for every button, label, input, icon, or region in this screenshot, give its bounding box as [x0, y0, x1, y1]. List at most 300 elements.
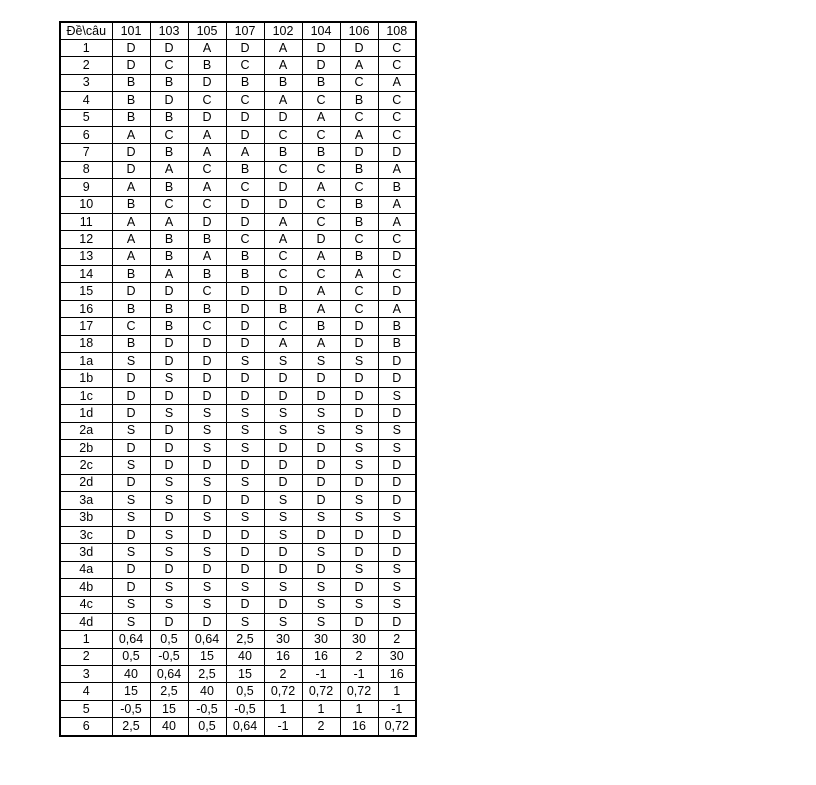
answer-cell: A [112, 179, 150, 196]
row-label-cell: 2 [60, 648, 112, 665]
answer-cell: C [302, 196, 340, 213]
row-label-cell: 1d [60, 405, 112, 422]
answer-cell: -0,5 [150, 648, 188, 665]
answer-cell: D [302, 492, 340, 509]
answer-cell: D [302, 387, 340, 404]
answer-cell: D [112, 561, 150, 578]
table-row [60, 683, 416, 700]
table-row [60, 92, 416, 109]
answer-cell: A [188, 248, 226, 265]
answer-cell: 15 [188, 648, 226, 665]
column-header-cell: 108 [378, 22, 416, 40]
answer-cell: D [264, 457, 302, 474]
answer-cell: S [112, 492, 150, 509]
answer-cell: S [302, 353, 340, 370]
answer-cell: 0,64 [188, 631, 226, 648]
table-row [60, 161, 416, 178]
answer-cell: S [264, 613, 302, 630]
table-row [60, 266, 416, 283]
answer-cell: S [302, 613, 340, 630]
answer-cell: D [264, 387, 302, 404]
answer-cell: S [302, 422, 340, 439]
answer-cell: D [264, 370, 302, 387]
answer-cell: C [378, 57, 416, 74]
answer-cell: 30 [302, 631, 340, 648]
answer-cell: A [378, 196, 416, 213]
answer-cell: S [150, 544, 188, 561]
table-row [60, 335, 416, 352]
table-body [60, 40, 416, 736]
table-row [60, 57, 416, 74]
table-row [60, 596, 416, 613]
table-row [60, 613, 416, 630]
row-label-cell: 2d [60, 474, 112, 491]
answer-cell: A [302, 248, 340, 265]
answer-cell: B [340, 196, 378, 213]
answer-cell: D [378, 248, 416, 265]
answer-cell: S [112, 613, 150, 630]
answer-cell: D [150, 283, 188, 300]
answer-cell: S [188, 474, 226, 491]
answer-cell: 0,5 [188, 718, 226, 736]
answer-cell: C [226, 92, 264, 109]
answer-cell: B [112, 92, 150, 109]
answer-cell: S [112, 457, 150, 474]
row-label-cell: 14 [60, 266, 112, 283]
answer-cell: B [188, 57, 226, 74]
header-row [60, 22, 416, 40]
answer-cell: C [226, 57, 264, 74]
answer-cell: A [188, 40, 226, 57]
answer-cell: A [378, 161, 416, 178]
answer-cell: D [302, 231, 340, 248]
answer-cell: S [112, 509, 150, 526]
row-label-cell: 13 [60, 248, 112, 265]
answer-cell: D [226, 370, 264, 387]
answer-cell: A [302, 300, 340, 317]
answer-cell: C [150, 196, 188, 213]
answer-cell: D [340, 544, 378, 561]
answer-cell: D [150, 40, 188, 57]
answer-cell: C [302, 92, 340, 109]
answer-cell: 2,5 [150, 683, 188, 700]
answer-cell: D [188, 213, 226, 230]
table-row [60, 544, 416, 561]
answer-cell: D [188, 561, 226, 578]
answer-cell: D [112, 387, 150, 404]
answer-cell: D [188, 74, 226, 91]
answer-cell: B [340, 161, 378, 178]
answer-cell: B [188, 266, 226, 283]
answer-cell: S [226, 613, 264, 630]
answer-cell: S [302, 579, 340, 596]
answer-cell: B [112, 196, 150, 213]
answer-cell: B [112, 300, 150, 317]
answer-cell: D [302, 561, 340, 578]
answer-cell: D [150, 335, 188, 352]
answer-cell: D [112, 144, 150, 161]
table-row [60, 353, 416, 370]
answer-cell: S [150, 526, 188, 543]
answer-cell: D [188, 353, 226, 370]
answer-cell: C [264, 248, 302, 265]
answer-cell: D [264, 474, 302, 491]
answer-cell: C [340, 74, 378, 91]
answer-cell: C [226, 231, 264, 248]
answer-cell: 40 [112, 666, 150, 683]
answer-cell: S [378, 509, 416, 526]
table-row [60, 561, 416, 578]
row-label-cell: 3 [60, 74, 112, 91]
answer-cell: A [264, 40, 302, 57]
answer-cell: S [188, 439, 226, 456]
answer-cell: B [378, 318, 416, 335]
row-label-cell: 15 [60, 283, 112, 300]
table-row [60, 422, 416, 439]
answer-cell: 30 [264, 631, 302, 648]
answer-cell: C [188, 161, 226, 178]
answer-cell: B [150, 248, 188, 265]
answer-cell: S [340, 439, 378, 456]
answer-cell: 0,72 [340, 683, 378, 700]
table-row [60, 179, 416, 196]
table-row [60, 74, 416, 91]
row-label-cell: 4c [60, 596, 112, 613]
row-label-cell: 2b [60, 439, 112, 456]
answer-cell: S [378, 422, 416, 439]
answer-cell: A [188, 126, 226, 143]
answer-cell: B [302, 74, 340, 91]
answer-cell: S [150, 596, 188, 613]
answer-cell: D [340, 613, 378, 630]
answer-cell: D [112, 40, 150, 57]
column-header-cell: 104 [302, 22, 340, 40]
answer-cell: D [378, 405, 416, 422]
answer-cell: D [264, 544, 302, 561]
table-row [60, 648, 416, 665]
answer-cell: D [112, 283, 150, 300]
answer-cell: 2,5 [226, 631, 264, 648]
answer-cell: A [264, 335, 302, 352]
row-label-cell: 10 [60, 196, 112, 213]
answer-cell: D [340, 40, 378, 57]
row-label-cell: 3c [60, 526, 112, 543]
answer-cell: 2 [378, 631, 416, 648]
row-label-cell: 11 [60, 213, 112, 230]
answer-cell: D [226, 283, 264, 300]
table-row [60, 144, 416, 161]
answer-cell: A [264, 92, 302, 109]
answer-cell: D [302, 57, 340, 74]
answer-cell: S [340, 353, 378, 370]
answer-cell: B [188, 231, 226, 248]
answer-cell: D [226, 457, 264, 474]
row-label-cell: 4 [60, 683, 112, 700]
answer-cell: D [150, 387, 188, 404]
answer-cell: A [112, 248, 150, 265]
answer-cell: S [112, 422, 150, 439]
row-label-cell: 2a [60, 422, 112, 439]
answer-cell: D [188, 387, 226, 404]
row-label-cell: 1b [60, 370, 112, 387]
row-label-cell: 6 [60, 718, 112, 736]
answer-cell: 30 [378, 648, 416, 665]
answer-cell: D [112, 579, 150, 596]
answer-cell: D [226, 126, 264, 143]
answer-cell: B [226, 266, 264, 283]
answer-cell: 15 [150, 700, 188, 717]
answer-cell: A [302, 335, 340, 352]
answer-cell: B [226, 248, 264, 265]
answer-cell: D [150, 439, 188, 456]
answer-cell: D [378, 492, 416, 509]
answer-cell: C [302, 161, 340, 178]
answer-cell: D [112, 370, 150, 387]
answer-cell: S [226, 353, 264, 370]
answer-cell: -1 [340, 666, 378, 683]
answer-cell: S [378, 439, 416, 456]
answer-cell: B [302, 144, 340, 161]
answer-cell: D [226, 387, 264, 404]
answer-cell: C [340, 231, 378, 248]
answer-cell: C [112, 318, 150, 335]
answer-cell: A [264, 231, 302, 248]
answer-cell: -1 [302, 666, 340, 683]
answer-cell: 2 [302, 718, 340, 736]
answer-cell: D [150, 457, 188, 474]
answer-cell: B [264, 300, 302, 317]
row-label-cell: 4 [60, 92, 112, 109]
row-label-cell: 18 [60, 335, 112, 352]
answer-cell: A [150, 266, 188, 283]
answer-cell: D [226, 300, 264, 317]
answer-cell: D [340, 579, 378, 596]
answer-cell: B [150, 144, 188, 161]
answer-cell: S [378, 579, 416, 596]
answer-cell: A [188, 144, 226, 161]
answer-cell: C [150, 57, 188, 74]
row-label-cell: 8 [60, 161, 112, 178]
answer-cell: S [226, 405, 264, 422]
answer-cell: D [340, 144, 378, 161]
answer-cell: A [302, 109, 340, 126]
answer-cell: B [302, 318, 340, 335]
answer-cell: B [188, 300, 226, 317]
answer-cell: D [378, 144, 416, 161]
row-label-cell: 3a [60, 492, 112, 509]
answer-cell: 2,5 [188, 666, 226, 683]
table-row [60, 405, 416, 422]
answer-cell: D [226, 335, 264, 352]
answer-cell: B [378, 335, 416, 352]
answer-cell: C [378, 231, 416, 248]
corner-header-cell: Đề\câu [60, 22, 112, 40]
answer-cell: D [112, 474, 150, 491]
answer-cell: 0,5 [150, 631, 188, 648]
answer-cell: D [264, 283, 302, 300]
row-label-cell: 1 [60, 40, 112, 57]
answer-cell: B [264, 144, 302, 161]
answer-cell: B [150, 231, 188, 248]
table-row [60, 492, 416, 509]
answer-cell: D [340, 370, 378, 387]
answer-cell: S [302, 509, 340, 526]
answer-cell: D [264, 196, 302, 213]
answer-cell: D [150, 561, 188, 578]
answer-cell: S [264, 509, 302, 526]
answer-cell: D [378, 544, 416, 561]
answer-cell: A [188, 179, 226, 196]
answer-cell: A [112, 213, 150, 230]
answer-cell: S [378, 387, 416, 404]
answer-cell: A [302, 179, 340, 196]
table-row [60, 300, 416, 317]
answer-cell: A [302, 283, 340, 300]
table-row [60, 700, 416, 717]
answer-cell: B [112, 266, 150, 283]
answer-cell: D [226, 596, 264, 613]
answer-cell: S [226, 579, 264, 596]
column-header-cell: 103 [150, 22, 188, 40]
answer-cell: D [150, 353, 188, 370]
answer-cell: D [340, 474, 378, 491]
table-row [60, 387, 416, 404]
answer-cell: D [112, 439, 150, 456]
answer-cell: 2 [340, 648, 378, 665]
answer-cell: D [378, 457, 416, 474]
row-label-cell: 16 [60, 300, 112, 317]
row-label-cell: 5 [60, 700, 112, 717]
table-row [60, 196, 416, 213]
answer-cell: 0,64 [150, 666, 188, 683]
answer-cell: D [264, 596, 302, 613]
answer-cell: B [226, 74, 264, 91]
answer-cell: D [188, 492, 226, 509]
answer-cell: D [226, 544, 264, 561]
answer-cell: 16 [340, 718, 378, 736]
row-label-cell: 2 [60, 57, 112, 74]
answer-cell: S [264, 405, 302, 422]
answer-cell: D [340, 387, 378, 404]
answer-cell: S [226, 474, 264, 491]
answer-cell: 30 [340, 631, 378, 648]
answer-cell: B [150, 300, 188, 317]
answer-cell: 0,64 [226, 718, 264, 736]
answer-cell: C [378, 126, 416, 143]
answer-cell: S [302, 405, 340, 422]
answer-cell: D [226, 492, 264, 509]
answer-cell: B [150, 318, 188, 335]
column-header-cell: 106 [340, 22, 378, 40]
row-label-cell: 1 [60, 631, 112, 648]
column-header-cell: 102 [264, 22, 302, 40]
row-label-cell: 3d [60, 544, 112, 561]
answer-cell: S [150, 405, 188, 422]
answer-cell: 16 [302, 648, 340, 665]
answer-cell: 0,72 [264, 683, 302, 700]
table-row [60, 109, 416, 126]
answer-cell: B [340, 248, 378, 265]
answer-cell: A [226, 144, 264, 161]
table-row [60, 231, 416, 248]
row-label-cell: 9 [60, 179, 112, 196]
answer-cell: A [264, 213, 302, 230]
answer-cell: B [112, 109, 150, 126]
column-header-cell: 101 [112, 22, 150, 40]
answer-cell: A [264, 57, 302, 74]
table-row [60, 579, 416, 596]
answer-cell: 1 [340, 700, 378, 717]
column-header-cell: 107 [226, 22, 264, 40]
answer-cell: S [302, 596, 340, 613]
answer-cell: S [188, 509, 226, 526]
answer-cell: 40 [226, 648, 264, 665]
answer-cell: D [226, 526, 264, 543]
answer-cell: B [112, 74, 150, 91]
answer-cell: S [112, 353, 150, 370]
answer-cell: -1 [264, 718, 302, 736]
answer-cell: D [188, 370, 226, 387]
answer-cell: A [378, 300, 416, 317]
answer-cell: C [264, 161, 302, 178]
answer-cell: D [150, 613, 188, 630]
answer-cell: S [112, 544, 150, 561]
answer-cell: S [150, 370, 188, 387]
answer-cell: D [188, 335, 226, 352]
table-row [60, 526, 416, 543]
answer-cell: 15 [112, 683, 150, 700]
answer-cell: -0,5 [188, 700, 226, 717]
row-label-cell: 4a [60, 561, 112, 578]
table-row [60, 213, 416, 230]
answer-cell: D [188, 526, 226, 543]
answer-cell: S [264, 579, 302, 596]
answer-cell: D [112, 405, 150, 422]
answer-cell: D [226, 40, 264, 57]
answer-cell: S [340, 596, 378, 613]
answer-cell: 0,72 [302, 683, 340, 700]
answer-cell: C [340, 300, 378, 317]
row-label-cell: 4d [60, 613, 112, 630]
answer-cell: B [150, 74, 188, 91]
table-row [60, 509, 416, 526]
answer-cell: 2 [264, 666, 302, 683]
answer-cell: D [150, 92, 188, 109]
answer-cell: A [340, 266, 378, 283]
answer-cell: A [112, 231, 150, 248]
answer-cell: D [226, 196, 264, 213]
table-row [60, 40, 416, 57]
answer-cell: A [112, 126, 150, 143]
table-row [60, 370, 416, 387]
answer-cell: S [340, 561, 378, 578]
answer-cell: S [340, 457, 378, 474]
answer-cell: S [226, 422, 264, 439]
answer-cell: C [188, 283, 226, 300]
column-header-cell: 105 [188, 22, 226, 40]
answer-cell: D [340, 405, 378, 422]
table-row [60, 439, 416, 456]
answer-cell: D [264, 109, 302, 126]
answer-cell: 1 [378, 683, 416, 700]
answer-cell: C [378, 109, 416, 126]
answer-cell: D [378, 370, 416, 387]
answer-cell: D [188, 457, 226, 474]
answer-cell: C [378, 266, 416, 283]
table-row [60, 666, 416, 683]
answer-cell: S [226, 509, 264, 526]
answer-cell: C [340, 109, 378, 126]
